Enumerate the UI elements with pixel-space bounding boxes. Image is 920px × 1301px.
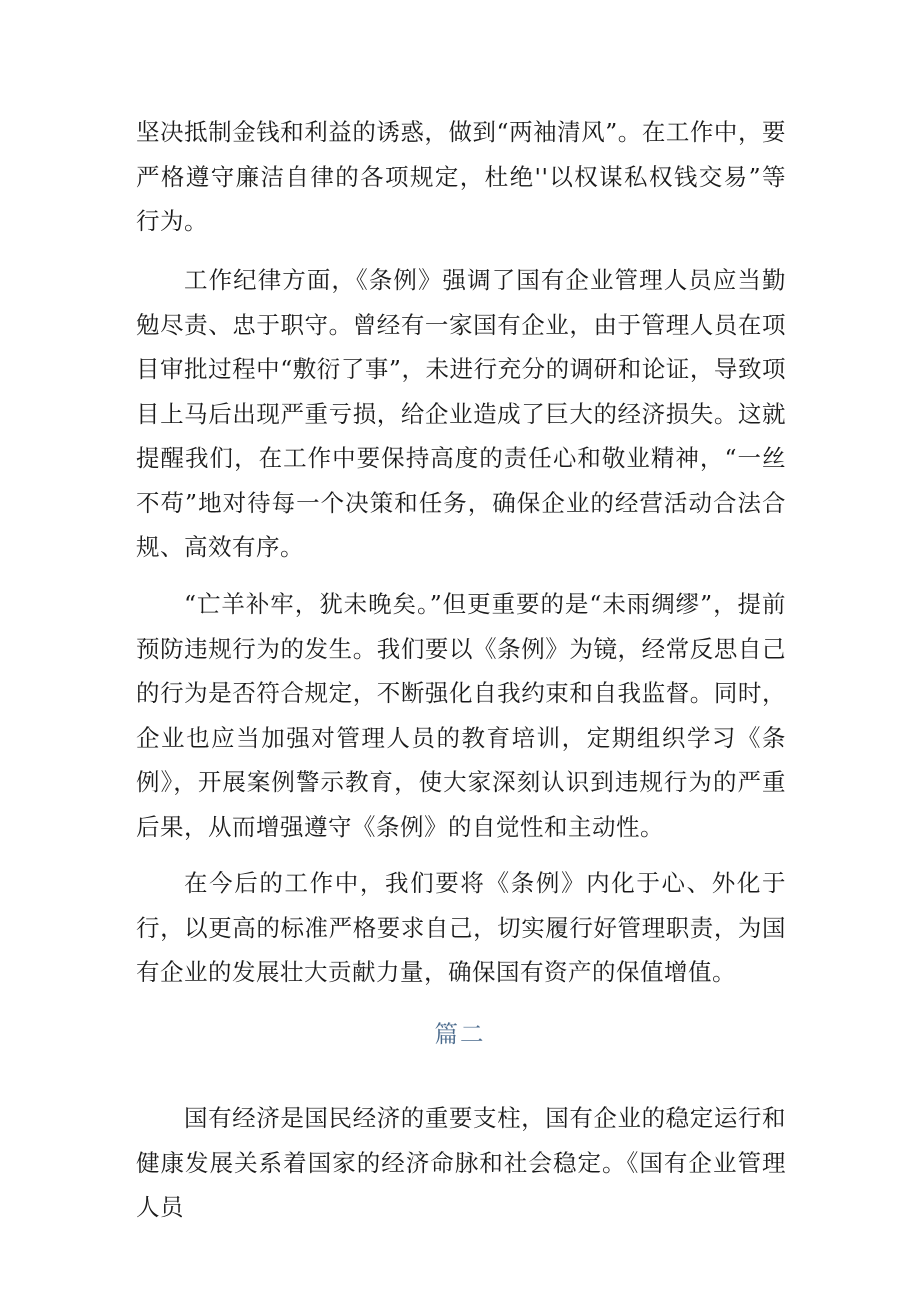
paragraph-state-economy: 国有经济是国民经济的重要支柱，国有企业的稳定运行和健康发展关系着国家的经济命脉和社会稳定。《国有企业管理人员 — [136, 1104, 786, 1221]
paragraph-work-discipline: 工作纪律方面，《条例》强调了国有企业管理人员应当勤勉尽责、忠于职守。曾经有一家国有企业，由于管理人员在项目审批过程中“敷衍了事”，未进行充分的调研和论证，导致项目上马后出现严重亏损，给企业造成了巨大的经济损失。这就提醒我们，在工作中要保持高度的责任心和敬业精神，“一丝不苟”地对待每一个决策和任务，确保企业的经营活动合法合规、高效有序。 — [136, 266, 786, 561]
paragraph-prevention: “亡羊补牢，犹未晚矣。”但更重要的是“未雨绸缪”，提前预防违规行为的发生。我们要以《条例》为镜，经常反思自己的行为是否符合规定，不断强化自我约束和自我监督。同时，企业也应当加强对管理人员的教育培训，定期组织学习《条例》，开展案例警示教育，使大家深刻认识到违规行为的严重后果，从而增强遵守《条例》的自觉性和主动性。 — [136, 590, 786, 841]
section-heading: 篇二 — [434, 1020, 486, 1048]
paragraph-integrity-continuation: 坚决抵制金钱和利益的诱惑，做到“两袖清风”。在工作中，要严格遵守廉洁自律的各项规定，杜绝''以权谋私权钱交易”等行为。 — [136, 118, 786, 235]
paragraph-future-work: 在今后的工作中，我们要将《条例》内化于心、外化于行，以更高的标准严格要求自己，切实履行好管理职责，为国有企业的发展壮大贡献力量，确保国有资产的保值增值。 — [136, 869, 786, 986]
